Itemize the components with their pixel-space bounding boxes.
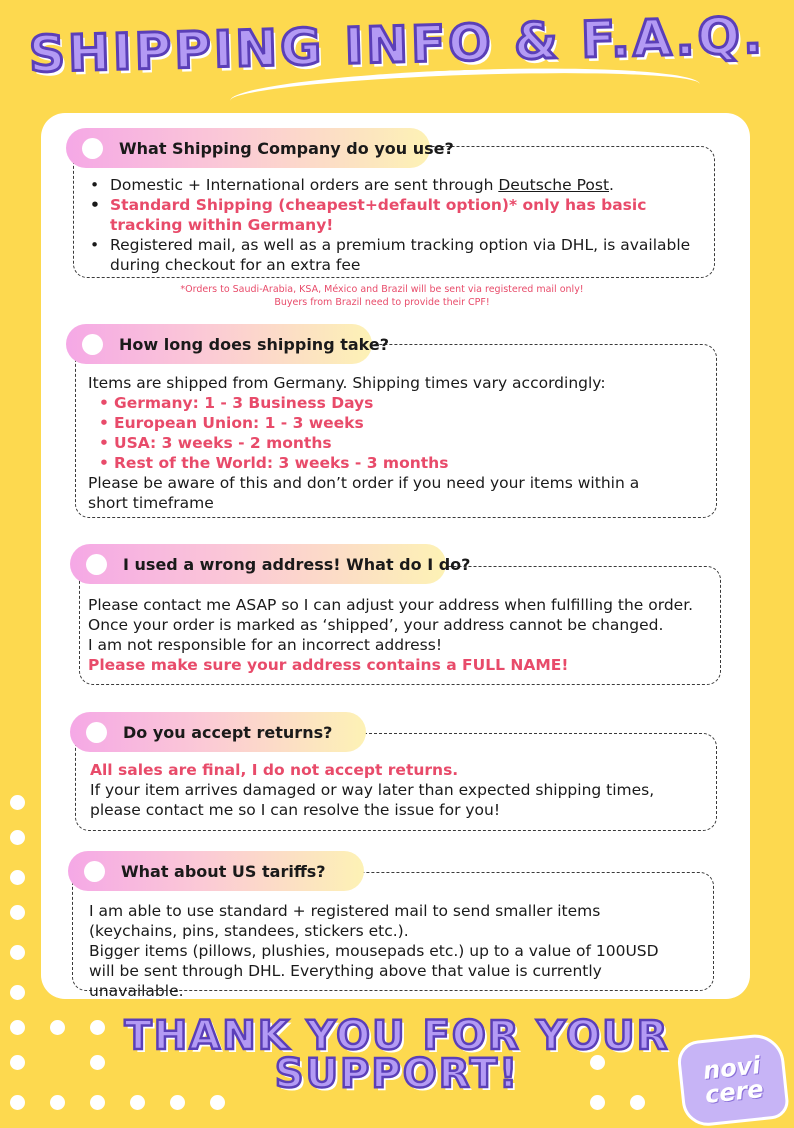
list-item — [88, 235, 714, 275]
thank-you-banner — [0, 1013, 794, 1097]
thank-you-line-1: THANK YOU FOR YOUR — [124, 1013, 670, 1059]
bullet-circle-icon — [86, 722, 107, 743]
bullet-circle-icon — [82, 138, 103, 159]
no-returns-notice: All sales are final, I do not accept returns. — [90, 761, 459, 779]
page-title: SHIPPING INFO & F.A.Q. — [28, 6, 766, 84]
question-pill — [66, 324, 390, 364]
faq-answer-box-shipping-time — [75, 344, 717, 518]
answer-text: I am not responsible for an incorrect address! — [88, 636, 443, 654]
footnote-registered-mail: *Orders to Saudi-Arabia, KSA, México and Brazil will be sent via registered mail only! — [180, 284, 584, 295]
bullet-circle-icon — [86, 554, 107, 575]
deutsche-post-link[interactable]: Deutsche Post — [498, 176, 610, 194]
bullet-circle-icon — [84, 861, 105, 882]
question-pill — [70, 712, 366, 752]
answer-text: Please contact me ASAP so I can adjust your address when fulfilling the order. — [88, 596, 694, 614]
shipping-time-eu: • European Union: 1 - 3 weeks — [92, 413, 716, 433]
shipping-time-germany: • Germany: 1 - 3 Business Days — [92, 393, 716, 413]
logo-text-line-1: novi — [701, 1051, 762, 1085]
list-item — [88, 175, 714, 195]
answer-text: Domestic + International orders are sent through — [110, 176, 499, 194]
answer-text: If your item arrives damaged or way later than expected shipping times, please contact me so I can resolve the issue for you! — [90, 781, 655, 819]
shipping-time-world: • Rest of the World: 3 weeks - 3 months — [92, 453, 716, 473]
bullet-circle-icon — [82, 334, 103, 355]
full-name-warning: Please make sure your address contains a FULL NAME! — [88, 656, 569, 674]
answer-text: I am able to use standard + registered mail to send smaller items (keychains, pins, standees, stickers etc.). — [89, 902, 601, 940]
question-text: What Shipping Company do you use? — [119, 138, 454, 158]
question-text: I used a wrong address! What do I do? — [123, 554, 471, 574]
standard-shipping-warning: Standard Shipping (cheapest+default option)* only has basic tracking within Germany! — [110, 196, 647, 234]
answer-text: Once your order is marked as ‘shipped’, your address cannot be changed. — [88, 616, 664, 634]
thank-you-line-2: SUPPORT! — [274, 1051, 520, 1097]
question-pill — [70, 544, 471, 584]
novicere-logo — [676, 1032, 790, 1128]
answer-text: Please be aware of this and don’t order if you need your items within a short timeframe — [88, 474, 640, 512]
question-text: How long does shipping take? — [119, 334, 390, 354]
shipping-time-usa: • USA: 3 weeks - 2 months — [92, 433, 716, 453]
question-pill — [68, 851, 364, 891]
answer-text: Bigger items (pillows, plushies, mousepads etc.) up to a value of 100USD will be sent through DHL. Everything above that value is currently unavailable. — [89, 942, 659, 1000]
question-text: Do you accept returns? — [123, 722, 333, 742]
answer-text: Registered mail, as well as a premium tracking option via DHL, is available during checkout for an extra fee — [110, 236, 691, 274]
answer-text: . — [609, 176, 614, 194]
question-pill — [66, 128, 454, 168]
list-item — [88, 195, 714, 235]
question-text: What about US tariffs? — [121, 861, 326, 881]
answer-text: Items are shipped from Germany. Shipping times vary accordingly: — [88, 374, 606, 392]
footnote-brazil-cpf: Buyers from Brazil need to provide their CPF! — [274, 297, 490, 308]
logo-text-line-2: cere — [703, 1074, 765, 1109]
